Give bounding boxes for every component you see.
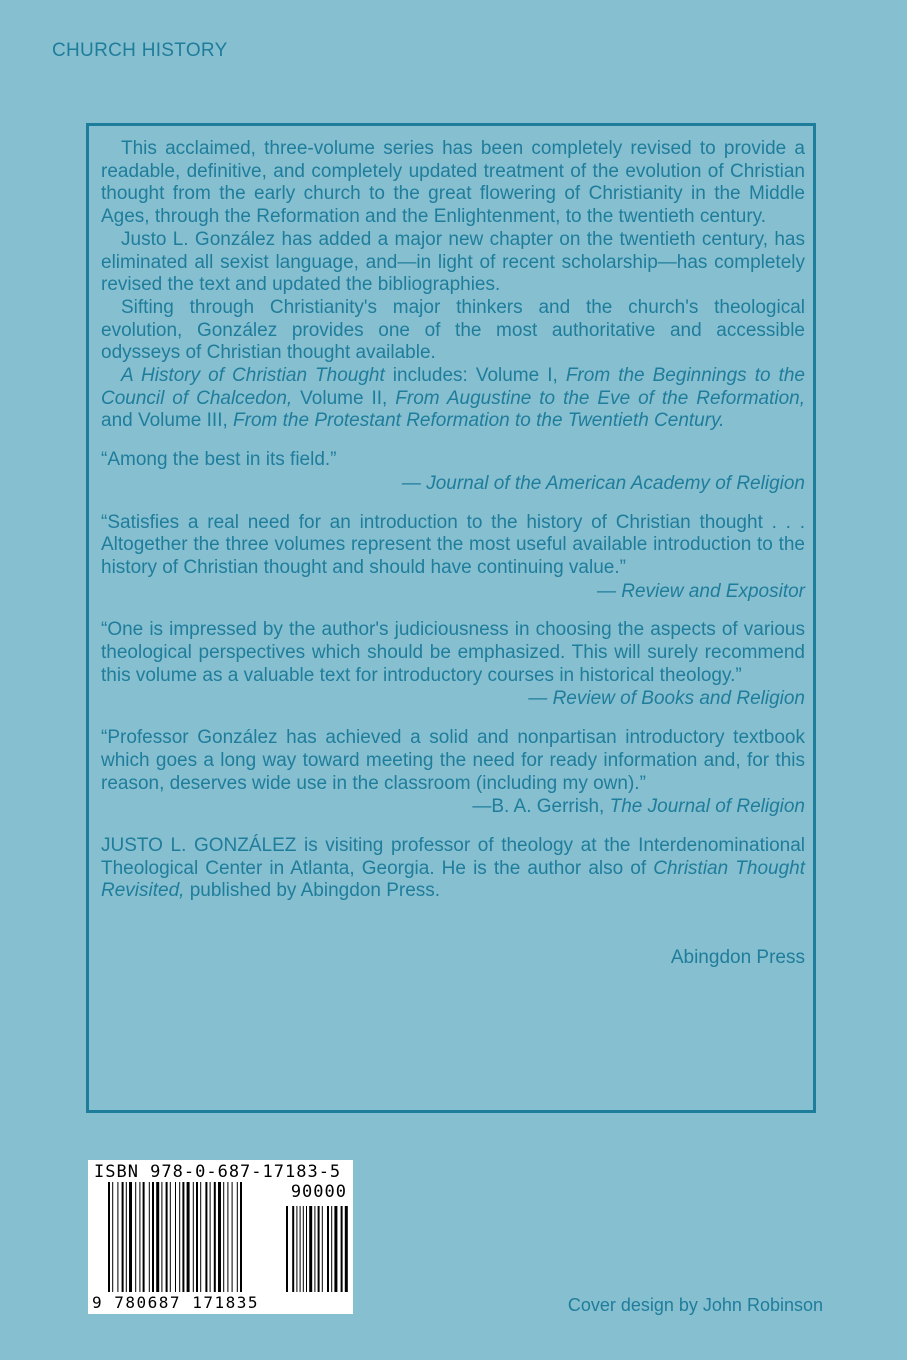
barcode-bar bbox=[227, 1182, 228, 1292]
review-source: — Review and Expositor bbox=[596, 580, 805, 602]
barcode-bar bbox=[156, 1182, 159, 1292]
barcode-bar bbox=[232, 1182, 233, 1292]
volume-title: From the Protestant Reformation to the Twentieth Century. bbox=[233, 410, 725, 432]
barcode-bar bbox=[196, 1182, 198, 1292]
series-title: A History of Christian Thought bbox=[121, 365, 385, 387]
barcode-bar bbox=[161, 1182, 162, 1292]
barcode-bar bbox=[143, 1182, 145, 1292]
barcode-bar bbox=[205, 1182, 207, 1292]
barcode-bar bbox=[108, 1182, 110, 1292]
review-quote: “Among the best in its field.” bbox=[101, 449, 337, 471]
barcode-bar bbox=[327, 1206, 329, 1292]
barcode-bar bbox=[331, 1206, 332, 1292]
category-label: CHURCH HISTORY bbox=[52, 40, 228, 61]
barcode-bar bbox=[122, 1182, 124, 1292]
barcode-bar bbox=[314, 1206, 315, 1292]
barcode-bar bbox=[306, 1206, 307, 1292]
review-source: — Review of Books and Religion bbox=[528, 688, 805, 710]
barcode-bar bbox=[309, 1206, 312, 1292]
barcode-digits: 9 780687 171835 bbox=[92, 1293, 259, 1312]
review-source: —B. A. Gerrish, The Journal of Religion bbox=[472, 796, 805, 818]
barcode-bar bbox=[345, 1206, 348, 1292]
volume-title: From Augustine to the Eve of the Reformation, bbox=[395, 387, 806, 409]
barcode-bar bbox=[170, 1182, 171, 1292]
barcode-bar bbox=[200, 1182, 201, 1292]
barcode-bar bbox=[218, 1182, 221, 1292]
review-quote: “One is impressed by the author's judiciousness in choosing the aspects of various theological perspectives which should be emphasized. This will surely recommend this volume as a valuable text for introductory courses in historical theology.” bbox=[101, 619, 805, 686]
barcode-bar bbox=[152, 1182, 154, 1292]
barcode-bar bbox=[300, 1206, 301, 1292]
blurb-paragraph: Justo L. González has added a major new chapter on the twentieth century, has eliminated all sexist language, and—in light of recent scholarship—has completely revised the text and updated the bibliographies. bbox=[101, 228, 805, 296]
barcode-label bbox=[88, 1160, 353, 1314]
cover-credit: Cover design by John Robinson bbox=[567, 1295, 823, 1315]
author-bio: JUSTO L. GONZÁLEZ is visiting professor of theology at the Interdenominational Theological Center in Atlanta, Georgia. He is the author also of Christian Thought Revisited, published by Abingdon Press. bbox=[101, 834, 805, 902]
barcode-bar bbox=[149, 1182, 150, 1292]
barcode-bar bbox=[193, 1182, 194, 1292]
barcode-bar bbox=[179, 1182, 180, 1292]
barcode-bar bbox=[303, 1206, 304, 1292]
isbn-text: ISBN 978-0-687-17183-5 bbox=[94, 1162, 342, 1182]
review-quote: “Professor González has achieved a solid and nonpartisan introductory textbook which goes a long way toward meeting the need for ready information and, for this reason, deserves wide use in the classroom (including my own).” bbox=[101, 727, 805, 794]
barcode-bar bbox=[126, 1182, 127, 1292]
barcode-bar bbox=[296, 1206, 297, 1292]
barcode-bar bbox=[182, 1182, 184, 1292]
barcode-bar bbox=[334, 1206, 337, 1292]
barcode-bar bbox=[129, 1182, 132, 1292]
barcode-bar bbox=[112, 1182, 113, 1292]
series-paragraph: A History of Christian Thought includes: Volume I, From the Beginnings to the Council of Chalcedon, Volume II, From Augustine to the Eve of the Reformation, and Volume III, From the Protestant Reformation to the Twentieth Century. bbox=[101, 365, 806, 432]
barcode-bar bbox=[240, 1182, 242, 1292]
barcode-bar bbox=[237, 1182, 238, 1292]
barcode-bar bbox=[318, 1206, 320, 1292]
barcode-bar bbox=[117, 1182, 118, 1292]
book-title: Christian Thought Revisited, bbox=[101, 857, 805, 902]
price-code: 90000 bbox=[290, 1182, 347, 1202]
blurb-paragraph: This acclaimed, three-volume series has been completely revised to provide a readable, definitive, and completely updated treatment of the evolution of Christian thought from the early church to the great flowering of Christianity in the Middle Ages, through the Reformation and the Enlightenment, to the twentieth century. bbox=[101, 138, 805, 228]
barcode-bar bbox=[187, 1182, 190, 1292]
blurb-content bbox=[101, 138, 805, 970]
barcode-bar bbox=[292, 1206, 294, 1292]
barcode-bar bbox=[166, 1182, 168, 1292]
barcode-bar bbox=[175, 1182, 176, 1292]
barcode-bar bbox=[139, 1182, 140, 1292]
blurb-paragraph: Sifting through Christianity's major thinkers and the church's theological evolution, González provides one of the most authoritative and accessible odysseys of Christian thought available. bbox=[101, 296, 805, 364]
barcode-bar bbox=[223, 1182, 224, 1292]
review-quote: “Satisfies a real need for an introduction to the history of Christian thought . . . Altogether the three volumes represent the most useful available introduction to the history of Christian thought and should have continuing value.” bbox=[101, 511, 805, 578]
barcode-bar bbox=[135, 1182, 136, 1292]
barcode-bar bbox=[286, 1206, 288, 1292]
barcode-bar bbox=[322, 1206, 323, 1292]
publisher-name: Abingdon Press bbox=[670, 947, 805, 969]
barcode-bar bbox=[341, 1206, 343, 1292]
volume-title: From the Beginnings to the Council of Chalcedon, bbox=[101, 365, 805, 409]
review-source: — Journal of the American Academy of Religion bbox=[401, 472, 805, 494]
barcode-bar bbox=[214, 1182, 216, 1292]
barcode-bar bbox=[210, 1182, 211, 1292]
